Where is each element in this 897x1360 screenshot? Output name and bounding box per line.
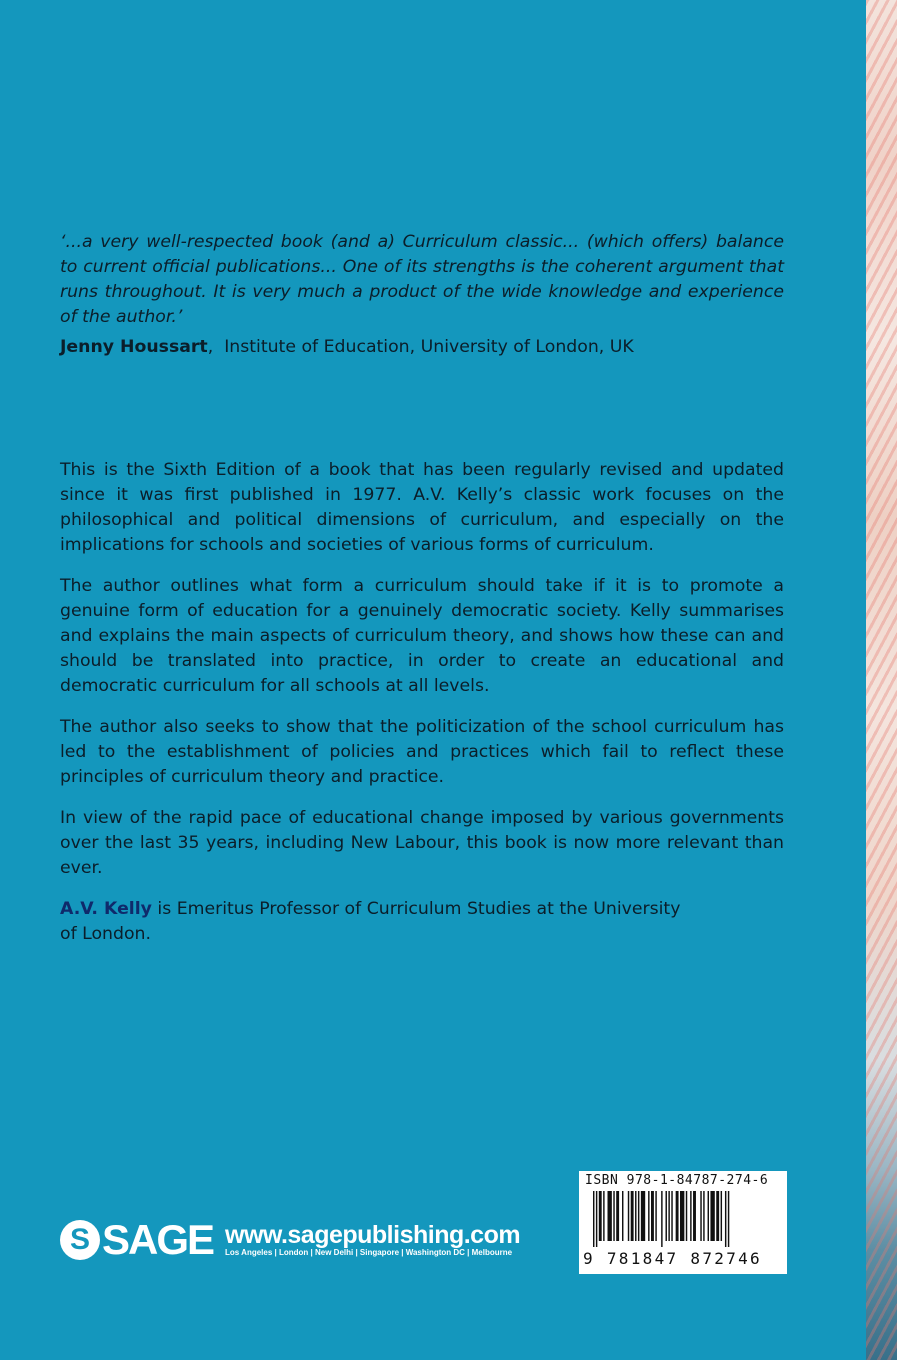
publisher-logo	[60, 1216, 520, 1264]
barcode-bar	[661, 1191, 662, 1247]
barcode-icon	[579, 1191, 787, 1249]
author-bio	[60, 897, 690, 947]
barcode-bar	[593, 1191, 594, 1247]
blurb-paragraph: This is the Sixth Edition of a book that has been regularly revised and updated since it was first published in 1977. A.V. Kelly’s classic work focuses on the philosophical and political dimensions of curriculum, and especially on the implications for schools and societies of various forms of curriculum.	[60, 460, 784, 555]
barcode-bar	[686, 1191, 687, 1241]
blurb-paragraph: The author also seeks to show that the politicization of the school curriculum has led to the establishment of policies and practices which fail to reflect these principles of curriculum theory and practice.	[60, 717, 784, 787]
barcode-bar	[708, 1191, 709, 1241]
blurb	[60, 458, 784, 963]
barcode-bar	[725, 1191, 726, 1247]
barcode-bar	[710, 1191, 714, 1241]
quote-attribution: Jenny Houssart, Institute of Education, University of London, UK	[60, 337, 634, 357]
barcode-bar	[655, 1191, 656, 1241]
barcode-bar	[671, 1191, 672, 1241]
barcode-bar	[603, 1191, 604, 1241]
barcode-bar	[716, 1191, 719, 1241]
barcode-bar	[690, 1191, 691, 1241]
isbn-barcode	[579, 1171, 787, 1274]
barcode-bar	[599, 1191, 602, 1241]
barcode-bar	[631, 1191, 634, 1241]
ean-digits: 9 781847 872746	[583, 1249, 762, 1268]
barcode-bar	[596, 1191, 597, 1247]
barcode-bar	[680, 1191, 684, 1241]
barcode-bar	[622, 1191, 623, 1241]
review-quote: ‘...a very well-respected book (and a) Curriculum classic... (which offers) balance to current official publications... One of its strengths is the coherent argument that runs throughout. It is very much a product of the wide knowledge and experience of the author.’	[60, 232, 784, 327]
cover-art-edge	[866, 0, 897, 1360]
barcode-bar	[641, 1191, 645, 1241]
barcode-bar	[651, 1191, 654, 1241]
barcode-bar	[635, 1191, 636, 1241]
barcode-bar	[608, 1191, 612, 1241]
barcode-bar	[638, 1191, 639, 1241]
barcode-bar	[616, 1191, 619, 1241]
quote-affiliation: Institute of Education, University of London, UK	[224, 337, 634, 357]
barcode-bar	[676, 1191, 679, 1241]
barcode-bar	[666, 1191, 667, 1241]
barcode-bar	[628, 1191, 629, 1241]
barcode-bar	[613, 1191, 614, 1241]
publisher-logo-word: SAGE	[102, 1216, 214, 1263]
barcode-bar	[693, 1191, 696, 1241]
publisher-cities: Los Angeles | London | New Delhi | Singapore | Washington DC | Melbourne	[225, 1248, 513, 1257]
barcode-bar	[648, 1191, 649, 1241]
isbn-label: ISBN 978-1-84787-274-6	[585, 1173, 769, 1188]
publisher-url: www.sagepublishing.com	[225, 1221, 521, 1249]
barcode-bar	[703, 1191, 704, 1241]
barcode-bar	[721, 1191, 722, 1241]
blurb-paragraph: The author outlines what form a curriculum should take if it is to promote a genuine form of education for a genuinely democratic society. Kelly summarises and explains the main aspects of curriculum theory, and shows how these can and should be translated into practice, in order to create an educational and democratic curriculum for all schools at all levels.	[60, 576, 784, 696]
barcode-bar	[728, 1191, 729, 1247]
barcode-bar	[668, 1191, 669, 1241]
barcode-bar	[700, 1191, 701, 1241]
sage-s-icon: S	[60, 1220, 100, 1260]
author-bio-text: is Emeritus Professor of Curriculum Studies at the University of London.	[60, 899, 681, 944]
author-name: A.V. Kelly	[60, 899, 152, 919]
blurb-paragraph: In view of the rapid pace of educational change imposed by various governments over the last 35 years, including New Labour, this book is now more relevant than ever.	[60, 808, 784, 878]
quote-author: Jenny Houssart	[60, 337, 208, 357]
